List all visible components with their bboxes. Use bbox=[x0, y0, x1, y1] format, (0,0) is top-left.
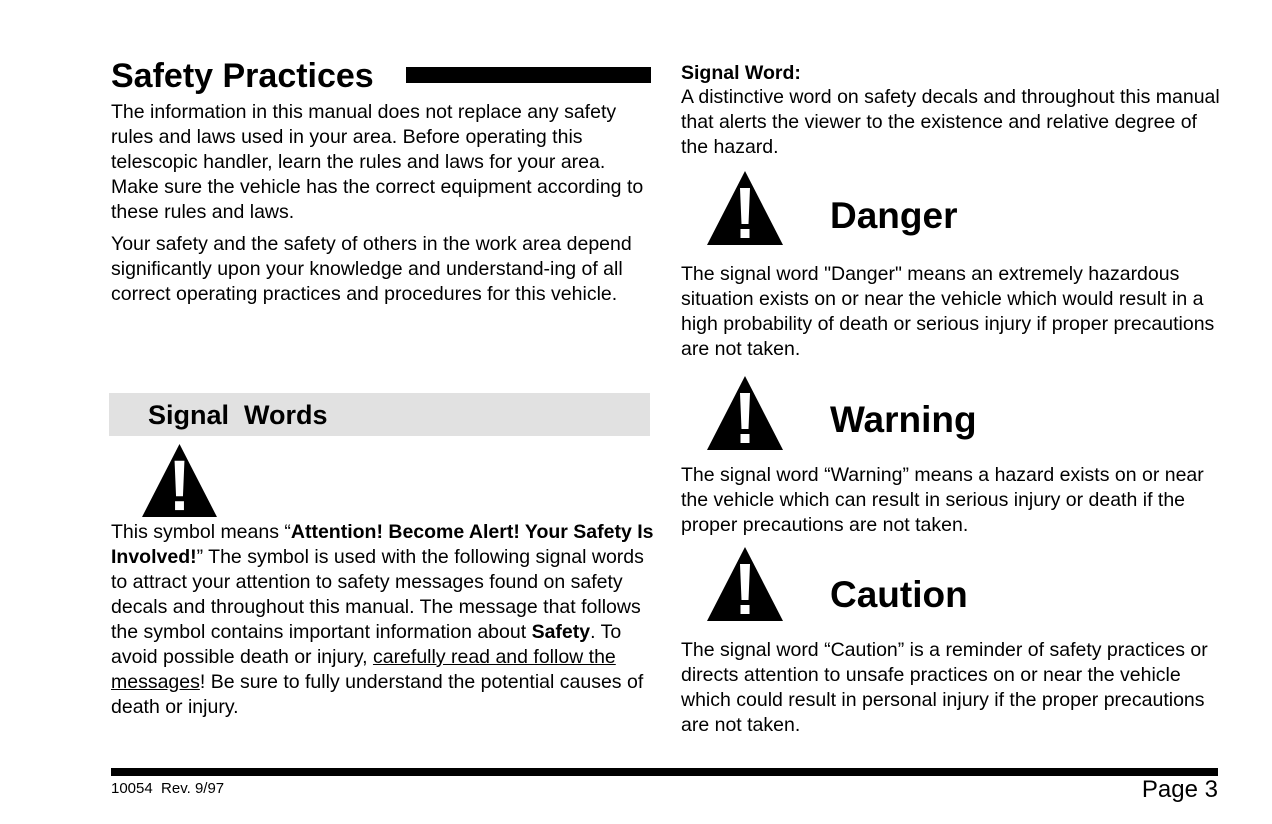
footer-rule bbox=[111, 768, 1218, 776]
intro-paragraph-1: The information in this manual does not replace any safety rules and laws used in your area. Before operating this telescopic handler, learn the rules and laws for your area. Make sure the vehicle has the correct equipment according to these rules and laws. bbox=[111, 101, 644, 223]
page-title: Safety Practices bbox=[111, 57, 374, 95]
danger-description: The signal word "Danger" means an extremely hazardous situation exists on or near the vehicle which would result in a high probability of death or serious injury if proper precautions are not taken. bbox=[681, 263, 1215, 360]
document-revision: 10054 Rev. 9/97 bbox=[111, 780, 225, 797]
signal-word-definition-text: A distinctive word on safety decals and throughout this manual that alerts the viewer to the existence and relative degree of the hazard. bbox=[681, 86, 1220, 158]
attention-symbol-paragraph bbox=[111, 520, 656, 720]
warning-warning-triangle-icon bbox=[707, 376, 783, 450]
title-rule bbox=[406, 67, 651, 83]
warning-signal-word: Warning bbox=[830, 399, 977, 440]
signal-words-heading: Signal Words bbox=[148, 400, 328, 430]
warning-triangle-icon bbox=[141, 444, 218, 517]
danger-signal-word: Danger bbox=[830, 195, 958, 236]
page-number: Page 3 bbox=[1141, 776, 1218, 803]
danger-warning-triangle-icon bbox=[707, 171, 783, 245]
symbol-text-2: ” The symbol is used with the following signal words to attract your attention to safety messages found on safety decals and throughout this manual. The message that follows the symbol contains important information about bbox=[111, 546, 644, 643]
warning-description: The signal word “Warning” means a hazard exists on or near the vehicle which can result in serious injury or death if the proper precautions are not taken. bbox=[681, 464, 1204, 536]
read-messages-emphasis: carefully read and follow the messages bbox=[111, 646, 616, 693]
symbol-text-1: This symbol means “ bbox=[111, 521, 291, 543]
symbol-text-4: ! Be sure to fully understand the potential causes of death or injury. bbox=[111, 671, 644, 718]
caution-warning-triangle-icon bbox=[707, 547, 783, 621]
intro-paragraph-2: Your safety and the safety of others in the work area depend significantly upon your knowledge and understand-ing of all correct operating practices and procedures for this vehicle. bbox=[111, 233, 632, 305]
safety-emphasis: Safety bbox=[531, 621, 591, 643]
caution-signal-word: Caution bbox=[830, 574, 968, 615]
symbol-text-3: . To avoid possible death or injury, bbox=[111, 621, 622, 668]
attention-phrase: Attention! Become Alert! Your Safety Is Involved! bbox=[111, 521, 654, 568]
caution-description: The signal word “Caution” is a reminder of safety practices or directs attention to unsafe practices on or near the vehicle which could result in personal injury if the proper precautions are not taken. bbox=[681, 639, 1208, 736]
signal-word-definition-title: Signal Word: bbox=[681, 62, 801, 84]
